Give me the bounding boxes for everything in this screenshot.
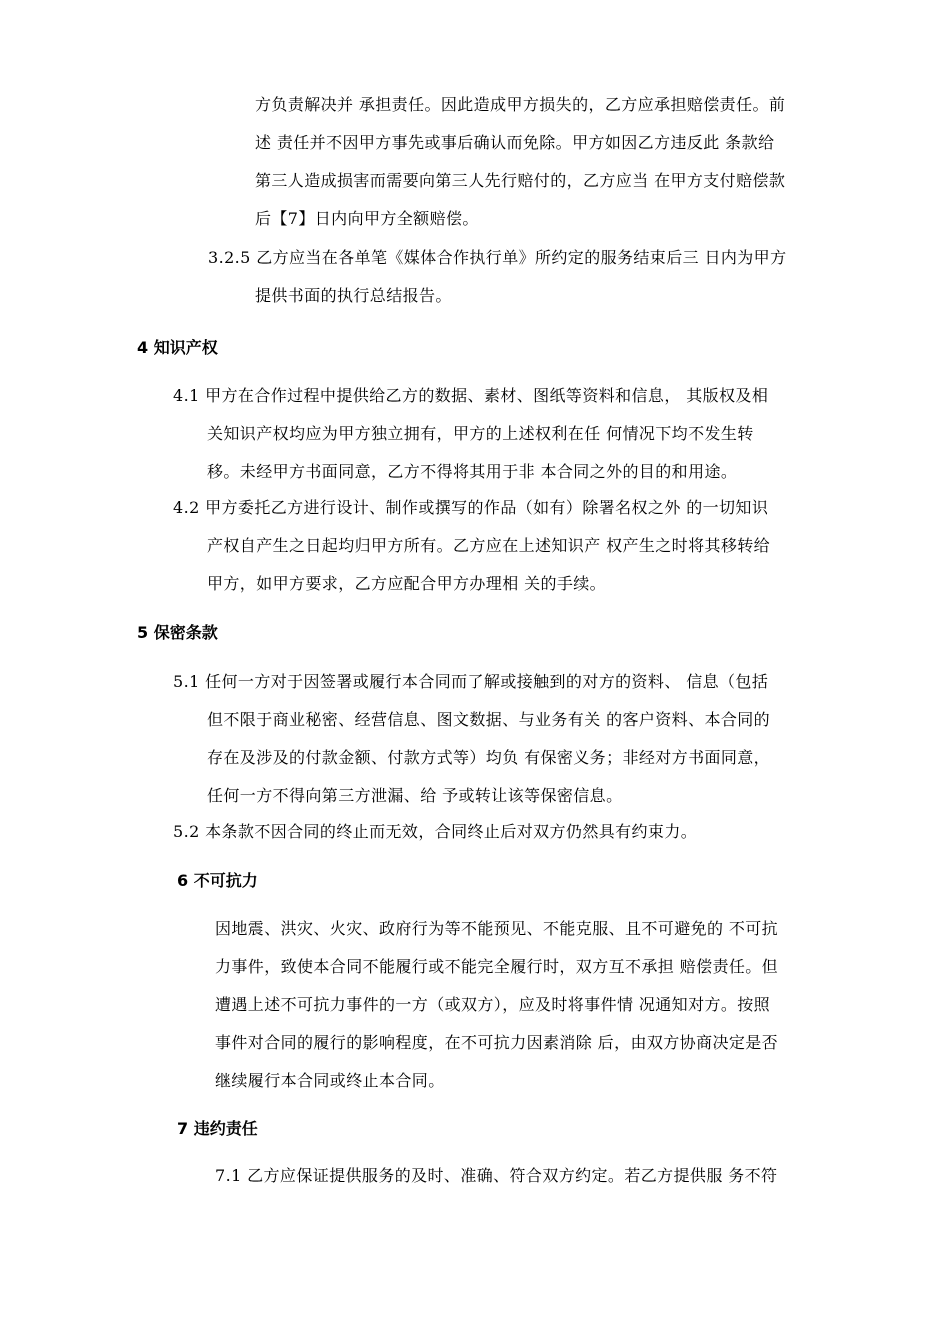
section-heading-4: 4 知识产权: [137, 338, 218, 357]
text-line: 移。未经甲方书面同意，乙方不得将其用于非 本合同之外的目的和用途。: [207, 462, 738, 481]
section-heading-5: 5 保密条款: [137, 623, 218, 642]
text-line: 产权自产生之日起均归甲方所有。乙方应在上述知识产 权产生之时将其移转给: [207, 536, 771, 555]
text-line: 遭遇上述不可抗力事件的一方（或双方），应及时将事件情 况通知对方。按照: [215, 995, 771, 1014]
text-line: 存在及涉及的付款金额、付款方式等）均负 有保密义务；非经对方书面同意，: [207, 748, 771, 767]
text-line: 4.1 甲方在合作过程中提供给乙方的数据、素材、图纸等资料和信息， 其版权及相: [173, 386, 769, 405]
text-line: 甲方，如甲方要求，乙方应配合甲方办理相 关的手续。: [207, 574, 607, 593]
text-line: 3.2.5 乙方应当在各单笔《媒体合作执行单》所约定的服务结束后三 日内为甲方: [208, 248, 787, 267]
text-line: 7.1 乙方应保证提供服务的及时、准确、符合双方约定。若乙方提供服 务不符: [215, 1166, 778, 1185]
text-line: 因地震、洪灾、火灾、政府行为等不能预见、不能克服、且不可避免的 不可抗: [215, 919, 779, 938]
text-line: 述 责任并不因甲方事先或事后确认而免除。甲方如因乙方违反此 条款给: [255, 133, 775, 152]
text-line: 任何一方不得向第三方泄漏、给 予或转让该等保密信息。: [207, 786, 623, 805]
text-line: 力事件，致使本合同不能履行或不能完全履行时，双方互不承担 赔偿责任。但: [215, 957, 779, 976]
section-heading-7: 7 违约责任: [177, 1119, 258, 1138]
text-line: 但不限于商业秘密、经营信息、图文数据、与业务有关 的客户资料、本合同的: [207, 710, 771, 729]
text-line: 第三人造成损害而需要向第三人先行赔付的，乙方应当 在甲方支付赔偿款: [255, 171, 786, 190]
text-line: 后【7】日内向甲方全额赔偿。: [255, 209, 479, 228]
text-line: 提供书面的执行总结报告。: [255, 286, 452, 305]
text-line: 5.1 任何一方对于因签署或履行本合同而了解或接触到的对方的资料、 信息（包括: [173, 672, 769, 691]
text-line: 5.2 本条款不因合同的终止而无效，合同终止后对双方仍然具有约束力。: [173, 822, 698, 841]
text-line: 方负责解决并 承担责任。因此造成甲方损失的，乙方应承担赔偿责任。前: [255, 95, 786, 114]
text-line: 4.2 甲方委托乙方进行设计、制作或撰写的作品（如有）除署名权之外 的一切知识: [173, 498, 769, 517]
text-line: 事件对合同的履行的影响程度，在不可抗力因素消除 后，由双方协商决定是否: [215, 1033, 779, 1052]
text-line: 继续履行本合同或终止本合同。: [215, 1071, 445, 1090]
section-heading-6: 6 不可抗力: [177, 871, 258, 890]
text-line: 关知识产权均应为甲方独立拥有，甲方的上述权利在任 何情况下均不发生转: [207, 424, 754, 443]
